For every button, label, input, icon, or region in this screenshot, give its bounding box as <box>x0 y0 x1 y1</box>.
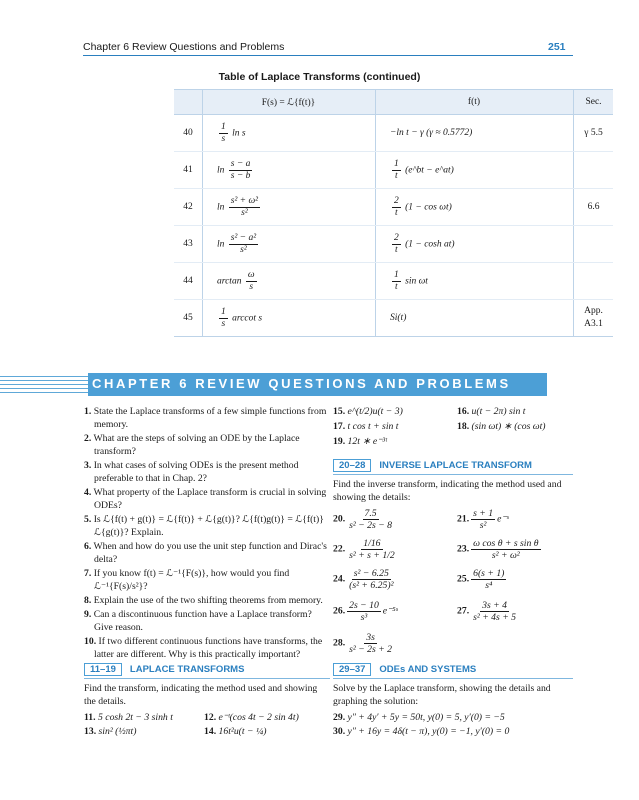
question-item: 2. What are the steps of solving an ODE by the Laplace transform? <box>84 433 300 457</box>
problem-item: 21. $\frac{s + 1}{\text{s²}}$ e⁻ˢ <box>457 508 509 531</box>
row-f: Si(t) <box>376 300 574 337</box>
question-item: 4. What property of the Laplace transform is crucial in solving ODEs? <box>84 487 327 511</box>
problem-item: 26. $\frac{2s - 10}{\text{s³}}$ e⁻⁵ˢ <box>333 600 398 623</box>
row-number: 40 <box>174 115 203 152</box>
problem-item: 22. $\frac{1/16}{\text{s² + s + 1/2}}$ <box>333 538 395 561</box>
table-row <box>174 152 613 189</box>
problem-item: 15. e^(t/2)u(t − 3) <box>333 406 403 417</box>
review-questions <box>84 405 330 661</box>
laplace-table <box>174 89 613 337</box>
section-title: INVERSE LAPLACE TRANSFORM <box>379 460 532 471</box>
row-sec: App. A3.1 <box>574 300 614 337</box>
row-number: 41 <box>174 152 203 189</box>
question-item: 9. Can a discontinuous function have a Laplace transform? Give reason. <box>84 609 312 633</box>
banner-decorative-lines <box>0 376 88 396</box>
problem-item: 23. $\frac{\text{ω cos θ + s sin θ}}{\text{s² + ω²}}$ <box>457 538 539 561</box>
row-sec: 6.6 <box>574 189 614 226</box>
header-rule <box>83 55 573 56</box>
col-number-header <box>174 90 203 115</box>
row-number: 44 <box>174 263 203 300</box>
table-row <box>174 300 613 337</box>
section-title: ODEs AND SYSTEMS <box>379 664 477 675</box>
section-instructions: Solve by the Laplace transform, showing the details and graphing the solution: <box>333 683 551 707</box>
section-range: 20–28 <box>333 459 371 472</box>
problem-item: 20. $\frac{7.5}{\text{s² − 2s − 8}}$ <box>333 508 393 531</box>
problem-item: 18. (sin ωt) ∗ (cos ωt) <box>457 421 546 432</box>
problems-15-19 <box>333 405 573 449</box>
row-F: ln $\frac{\text{s² − a²}}{\text{s²}}$ <box>203 226 376 263</box>
question-item: 8. Explain the use of the two shifting theorems from memory. <box>84 595 323 606</box>
problem-item: 25. $\frac{6(s + 1)}{\text{s⁴}}$ <box>457 568 505 591</box>
row-number: 42 <box>174 189 203 226</box>
chapter-banner-title: CHAPTER 6 REVIEW QUESTIONS AND PROBLEMS <box>92 376 511 391</box>
row-f: $\frac{1}{t}$ sin ωt <box>376 263 574 300</box>
row-sec <box>574 263 614 300</box>
row-number: 45 <box>174 300 203 337</box>
row-F: ln $\frac{\text{s² + ω²}}{\text{s²}}$ <box>203 189 376 226</box>
row-sec <box>574 152 614 189</box>
question-item: 7. If you know f(t) = ℒ⁻¹{F(s)}, how would you find ℒ⁻¹{F(s)/s²}? <box>84 568 290 592</box>
problem-item: 11. 5 cosh 2t − 3 sinh t <box>84 712 173 723</box>
question-item: 3. In what cases of solving ODEs is the present method preferable to that in Chap. 2? <box>84 460 299 484</box>
row-f: $\frac{2}{t}$ (1 − cosh at) <box>376 226 574 263</box>
problem-item: 16. u(t − 2π) sin t <box>457 406 526 417</box>
problem-item: 17. t cos t + sin t <box>333 421 399 432</box>
col-F-header: F(s) = ℒ{f(t)} <box>203 90 376 115</box>
question-item: 5. Is ℒ{f(t) + g(t)} = ℒ{f(t)} + ℒ{g(t)}? ℒ{f(t)g(t)} = ℒ{f(t)}ℒ{g(t)}? Explain. <box>84 514 324 538</box>
section-range: 11–19 <box>84 663 122 676</box>
section-range: 29–37 <box>333 663 371 676</box>
problem-item: 19. 12t ∗ e⁻³ᵗ <box>333 436 387 447</box>
col-f-header: f(t) <box>376 90 574 115</box>
section-29-37 <box>333 663 573 738</box>
section-heading <box>333 459 573 475</box>
problem-item: 28. $\frac{3s}{\text{s² − 2s + 2}}$ <box>333 632 393 655</box>
row-number: 43 <box>174 226 203 263</box>
section-20-28 <box>333 459 573 658</box>
problem-item: 12. e⁻ᵗ(cos 4t − 2 sin 4t) <box>204 712 299 723</box>
problem-item: 24. $\frac{\text{s² − 6.25}}{\text{(s² + 6.25)²}}$ <box>333 568 394 591</box>
section-title: LAPLACE TRANSFORMS <box>129 664 245 675</box>
row-F: $\frac{1}{s}$ ln s <box>203 115 376 152</box>
row-sec: γ 5.5 <box>574 115 614 152</box>
problem-grid <box>333 508 573 658</box>
table-header-row <box>174 90 613 115</box>
question-item: 10. If two different continuous functions have transforms, the latter are different. Why is this practically important? <box>84 636 323 660</box>
page-number: 251 <box>548 41 566 53</box>
problem-grid <box>84 711 330 739</box>
section-heading <box>84 663 330 679</box>
question-item: 1. State the Laplace transforms of a few simple functions from memory. <box>84 406 327 430</box>
table-row <box>174 189 613 226</box>
table-row <box>174 226 613 263</box>
problem-item: 27. $\frac{3s + 4}{\text{s² + 4s + 5}}$ <box>457 600 517 623</box>
running-header-title: Chapter 6 Review Questions and Problems <box>83 41 285 53</box>
row-F: $\frac{1}{s}$ arccot s <box>203 300 376 337</box>
table-row <box>174 263 613 300</box>
question-item: 6. When and how do you use the unit step function and Dirac's delta? <box>84 541 327 565</box>
problem-item: 13. sin² (½πt) <box>84 726 137 737</box>
row-F: arctan $\frac{\omega}{s}$ <box>203 263 376 300</box>
section-instructions: Find the transform, indicating the method used and showing the details. <box>84 683 318 707</box>
section-instructions: Find the inverse transform, indicating the method used and showing the details: <box>333 479 562 503</box>
row-F: ln $\frac{s - a}{s - b}$ <box>203 152 376 189</box>
problem-item: 29. y″ + 4y′ + 5y = 50t, y(0) = 5, y′(0) = −5 <box>333 712 505 723</box>
table-title: Table of Laplace Transforms (continued) <box>218 71 421 83</box>
row-f: $\frac{1}{t}$ (e^bt − e^at) <box>376 152 574 189</box>
problem-item: 30. y″ + 16y = 4δ(t − π), y(0) = −1, y′(0) = 0 <box>333 726 510 737</box>
section-11-19 <box>84 663 330 739</box>
col-sec-header: Sec. <box>574 90 614 115</box>
row-sec <box>574 226 614 263</box>
table-row <box>174 115 613 152</box>
row-f: −ln t − γ (γ ≈ 0.5772) <box>376 115 574 152</box>
problem-item: 14. 16t²u(t − ¼) <box>204 726 267 737</box>
row-f: $\frac{2}{t}$ (1 − cos ωt) <box>376 189 574 226</box>
section-heading <box>333 663 573 679</box>
